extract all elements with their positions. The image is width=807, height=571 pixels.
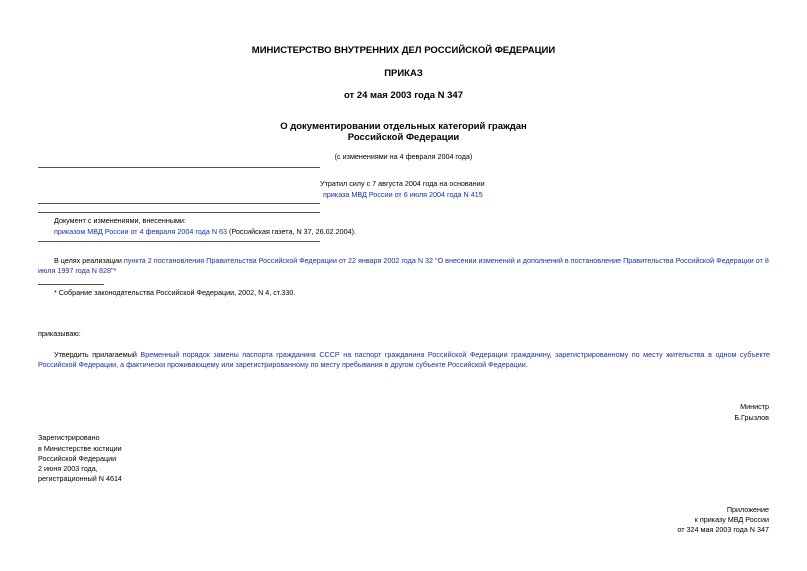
approve-paragraph — [38, 350, 770, 370]
expired-link[interactable]: приказа МВД России от 6 июля 2004 года N 415 — [323, 190, 483, 199]
amendments-line — [54, 227, 356, 237]
registration-line: регистрационный N 4614 — [38, 474, 122, 483]
signature-name: Б.Грызлов — [734, 413, 769, 422]
amendments-label: Документ с изменениями, внесенными: — [54, 216, 186, 225]
amendments-link[interactable]: приказом МВД России от 4 февраля 2004 года N 63 — [54, 227, 228, 236]
appendix-line: Приложение — [726, 505, 769, 514]
doc-type-heading: ПРИКАЗ — [384, 68, 423, 79]
appendix-line: от 324 мая 2003 года N 347 — [677, 525, 769, 534]
divider — [38, 167, 320, 168]
ministry-heading: МИНИСТЕРСТВО ВНУТРЕННИХ ДЕЛ РОССИЙСКОЙ ФЕДЕРАЦИИ — [251, 45, 556, 56]
registration-line: в Министерстве юстиции — [38, 444, 122, 453]
footnote-divider — [38, 284, 104, 285]
expired-text: Утратил силу с 7 августа 2004 года на основании — [320, 179, 485, 188]
signature-position: Министр — [740, 402, 769, 411]
purpose-link[interactable]: пункта 2 постановления Правительства Российской Федерации от 22 января 2002 года N 32 "О внесении изменений и дополнений в постановление Правительства Российской Федерации от 8 июля 1997 года N 828" — [38, 256, 769, 275]
approve-suffix: . — [525, 360, 528, 369]
order-word: приказываю: — [38, 329, 81, 338]
changes-note: (с изменениями на 4 февраля 2004 года) — [334, 152, 473, 161]
registration-line: 2 июня 2003 года, — [38, 464, 98, 473]
divider — [38, 203, 320, 204]
purpose-paragraph — [38, 256, 770, 276]
divider — [38, 212, 320, 213]
approve-prefix: Утвердить прилагаемый — [54, 350, 141, 359]
footnote-marker[interactable]: * — [113, 266, 117, 275]
registration-line: Российской Федерации — [38, 454, 117, 463]
registration-line: Зарегистрировано — [38, 433, 100, 442]
amendments-source: (Российская газета, N 37, 26.02.2004). — [227, 227, 357, 236]
approve-link[interactable]: Временный порядок замены паспорта гражданина СССР на паспорт гражданина Российской Федерации гражданину, зарегистрированному по месту жительства в одном субъекте Российской Федерации, а фактически проживающему или зарегистрированному по месту пребывания в другом субъекте Российской Федерации — [38, 350, 770, 369]
divider — [38, 241, 320, 242]
doc-date-number: от 24 мая 2003 года N 347 — [343, 90, 464, 101]
purpose-prefix: В целях реализации — [54, 256, 124, 265]
doc-title-line2: Российской Федерации — [347, 132, 460, 143]
appendix-line: к приказу МВД России — [694, 515, 769, 524]
footnote-text: * Собрание законодательства Российской Федерации, 2002, N 4, ст.330. — [54, 288, 296, 297]
doc-title-line1: О документировании отдельных категорий граждан — [280, 121, 527, 132]
